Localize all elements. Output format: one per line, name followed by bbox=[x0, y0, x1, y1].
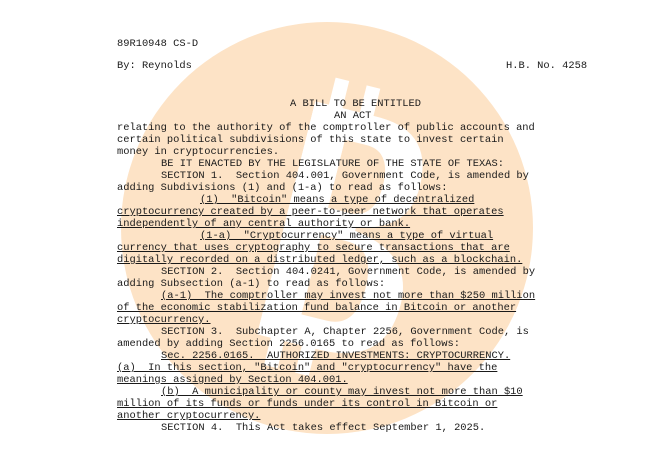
subsection-a: meanings assigned by Section 404.001. bbox=[117, 374, 348, 386]
definition-cryptocurrency: digitally recorded on a distributed ledger, such as a blockchain. bbox=[117, 254, 523, 266]
section-2-intro: SECTION 2. Section 404.0241, Government Code, is amended by bbox=[161, 266, 536, 278]
caption-line: certain political subdivisions of this state to invest certain bbox=[117, 134, 504, 146]
act-heading: AN ACT bbox=[334, 110, 372, 122]
definition-bitcoin: (1) "Bitcoin" means a type of decentralized bbox=[200, 194, 475, 206]
subsection-b: (b) A municipality or county may invest not more than $10 bbox=[161, 386, 523, 398]
subsection-a-1: cryptocurrency. bbox=[117, 314, 211, 326]
section-3-intro: SECTION 3. Subchapter A, Chapter 2256, Government Code, is bbox=[161, 326, 529, 338]
section-2-intro: adding Subsection (a-1) to read as follows: bbox=[117, 278, 386, 290]
definition-cryptocurrency: (1-a) "Cryptocurrency" means a type of virtual bbox=[200, 230, 494, 242]
subsection-b: million of its funds or funds under its control in Bitcoin or bbox=[117, 398, 498, 410]
subsection-a: (a) In this section, "Bitcoin" and "cryptocurrency" have the bbox=[117, 362, 498, 374]
definition-bitcoin: cryptocurrency created by a peer-to-peer network that operates bbox=[117, 206, 504, 218]
author-line: By: Reynolds bbox=[117, 60, 192, 72]
caption-line: relating to the authority of the comptroller of public accounts and bbox=[117, 122, 535, 134]
subsection-b: another cryptocurrency. bbox=[117, 410, 261, 422]
section-4-effective-date: SECTION 4. This Act takes effect September 1, 2025. bbox=[161, 422, 486, 434]
doc-id: 89R10948 CS-D bbox=[117, 38, 199, 50]
bill-title: A BILL TO BE ENTITLED bbox=[290, 98, 421, 110]
definition-cryptocurrency: currency that uses cryptography to secure transactions that are bbox=[117, 242, 510, 254]
subsection-a-1: of the economic stabilization fund balance in Bitcoin or another bbox=[117, 302, 517, 314]
section-heading: Sec. 2256.0165. AUTHORIZED INVESTMENTS: CRYPTOCURRENCY. bbox=[161, 350, 511, 362]
section-3-intro: amended by adding Section 2256.0165 to read as follows: bbox=[117, 338, 460, 350]
enacting-clause: BE IT ENACTED BY THE LEGISLATURE OF THE STATE OF TEXAS: bbox=[161, 158, 504, 170]
caption-line: money in cryptocurrencies. bbox=[117, 146, 280, 158]
subsection-a-1: (a-1) The comptroller may invest not more than $250 million bbox=[161, 290, 536, 302]
section-1-intro: adding Subdivisions (1) and (1-a) to read as follows: bbox=[117, 182, 448, 194]
section-1-intro: SECTION 1. Section 404.001, Government Code, is amended by bbox=[161, 170, 529, 182]
definition-bitcoin: independently of any central authority or bank. bbox=[117, 218, 411, 230]
bill-number: H.B. No. 4258 bbox=[506, 60, 588, 72]
